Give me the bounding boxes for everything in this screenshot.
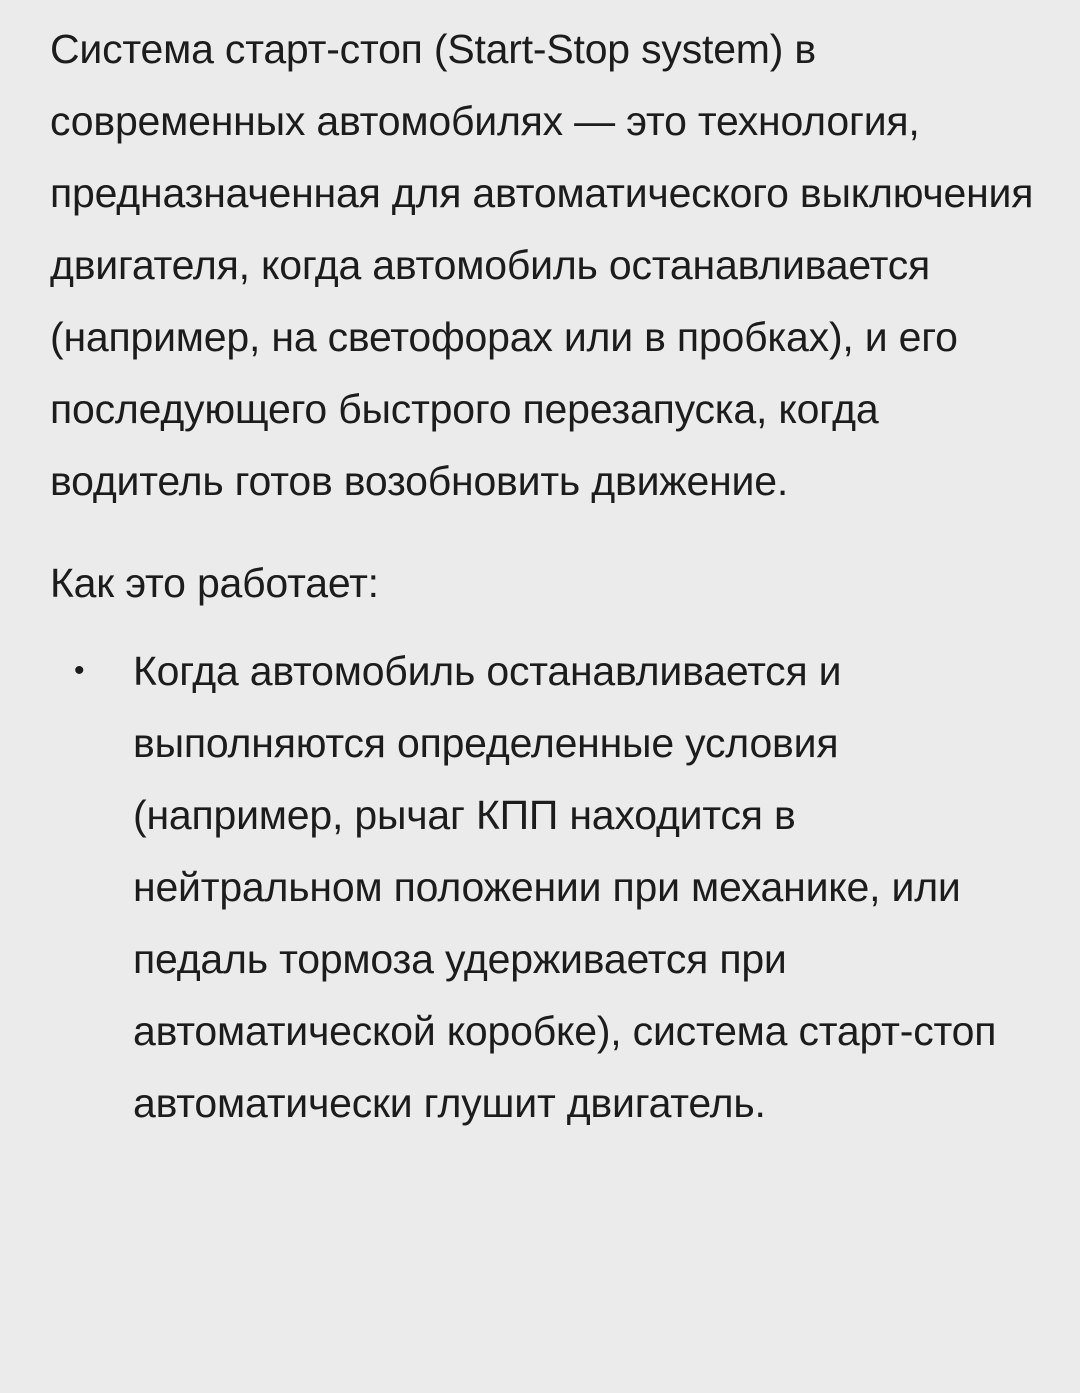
section-heading: Как это работает: bbox=[50, 560, 379, 606]
bullet-list bbox=[50, 635, 1040, 1139]
list-item-text: Когда автомобиль останавливается и выполняются определенные условия (например, рычаг КПП находится в нейтральном положении при механике, или педаль тормоза удерживается при автоматической коробке), система старт-стоп автоматически глушит двигатель. bbox=[133, 648, 997, 1126]
intro-paragraph: Система старт-стоп (Start-Stop system) в современных автомобилях — это технология, предназначенная для автоматического выключения двигателя, когда автомобиль останавливается (например, на светофорах или в пробках), и его последующего быстрого перезапуска, когда водитель готов возобновить движение. bbox=[50, 26, 1034, 504]
bullet-dot-icon: • bbox=[74, 654, 85, 687]
list-item bbox=[50, 635, 1040, 1139]
